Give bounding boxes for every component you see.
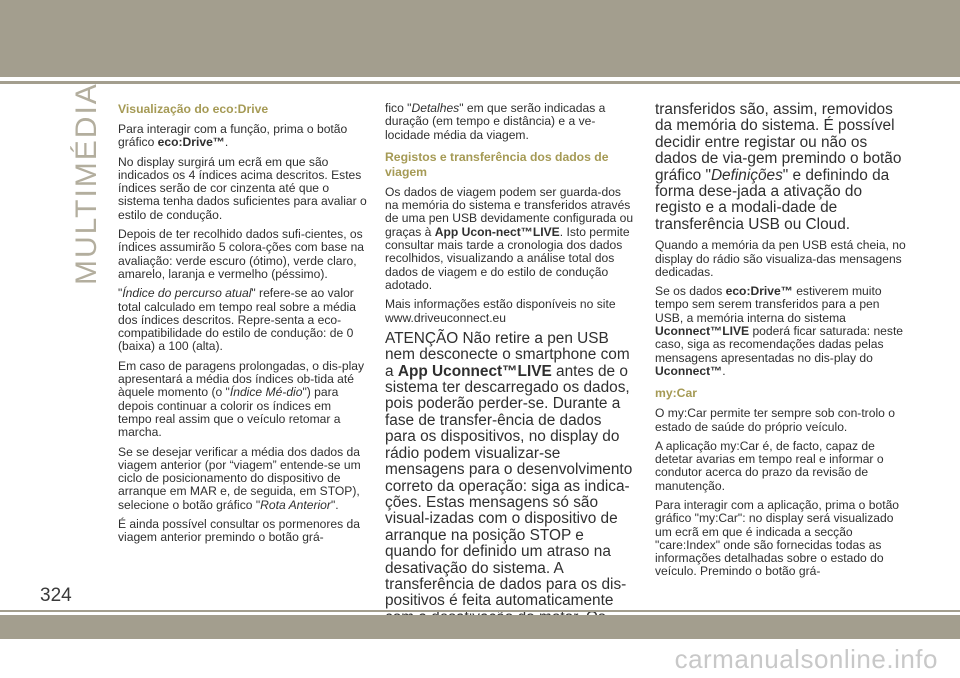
section-label-text: MULTIMÉDIA xyxy=(70,82,103,285)
heading-mycar: my:Car xyxy=(655,386,697,401)
paragraph: Quando a memória da pen USB está cheia, no display do rádio são visualiza-das mensagens dedicadas. xyxy=(655,238,906,279)
text-column-3 xyxy=(655,102,910,585)
text-column-2 xyxy=(385,102,635,649)
paragraph: Os dados de viagem podem ser guarda-dos na memória do sistema e transferidos através de uma pen USB devidamente configurada ou graças à App Ucon-nect™LIVE. Isto permite consultar mais tarde a cronologia dos dados recolhidos, visualizando a análise total dos dados de viagem e do estilo de condução adotado. xyxy=(385,184,634,292)
footer-band xyxy=(0,615,960,639)
paragraph: "Índice do percurso atual" refere-se ao valor total calculado em tempo real sobre a média dos índices descritos. Repre-senta a eco-compatibilidade do estilo de condução: de 0 (baixa) a 100 (alta). xyxy=(118,286,356,354)
paragraph: A aplicação my:Car é, de facto, capaz de detetar avarias em tempo real e informar o condutor acerca do prazo da revisão de manutenção. xyxy=(655,438,884,493)
paragraph: O my:Car permite ter sempre sob con-trolo o estado de saúde do próprio veículo. xyxy=(655,406,895,434)
header-rule xyxy=(0,81,960,84)
paragraph: É ainda possível consultar os pormenores da viagem anterior premindo o botão grá- xyxy=(118,517,361,545)
paragraph: No display surgirá um ecrã em que são indicados os 4 índices acima descritos. Estes índices serão de cor cinzenta até que o sistema tenha dados suficientes para avaliar o estilo de condução. xyxy=(118,154,367,222)
page-number: 324 xyxy=(40,585,72,606)
paragraph: Em caso de paragens prolongadas, o dis-play apresentará a média dos índices ob-tida até àquele momento (o "Índice Mé-dio") para depois continuar a colorir os índices em tempo real assim que o veículo retomar a marcha. xyxy=(118,358,365,440)
text-column-1 xyxy=(118,102,368,551)
footer-rule xyxy=(0,610,960,612)
watermark: carmanualsonline.info xyxy=(674,644,938,674)
warning-paragraph: ATENÇÃO Não retire a pen USB nem desconecte o smartphone com a App Uconnect™LIVE antes de o sistema ter descarregado os dados, pois poderão perder-se. Durante a fase de transfer-ência de dados para os dispositivos, no display do rádio podem visualizar-se mensagens para o desenvolvimento correto da operação: siga as indica-ções. Estas mensagens só são visual-izadas com o dispositivo de arranque na posição STOP e quando for definido um atraso na desativação do sistema. A transferência de dados para os dis-positivos é feita automaticamente xyxy=(385,329,633,610)
paragraph: Se se desejar verificar a média dos dados da viagem anterior (por “viagem” entende-se um ciclo de posicionamento do dispositivo de arranque em MAR e, de seguida, em STOP), selecione o botão gráfico "Rota Anterior". xyxy=(118,444,361,512)
paragraph: Se os dados eco:Drive™ estiverem muito tempo sem serem transferidos para a pen USB, a memória interna do sistema Uconnect™LIVE poderá ficar saturada: neste caso, siga as recomendações dadas pelas mensagens apresentadas no dis-play do Uconnect™. xyxy=(655,284,904,378)
warning-paragraph-continued: transferidos são, assim, removidos da memória do sistema. É possível decidir entre registar ou não os dados de via-gem premindo o botão gráfico "Definições" e definindo da forma dese-jada a ativação do registo e a modali-dade de transferência USB ou Cloud. xyxy=(655,101,902,233)
section-side-label xyxy=(30,82,103,295)
paragraph: Para interagir com a função, prima o botão gráfico eco:Drive™. xyxy=(118,122,348,150)
header-band xyxy=(0,0,960,77)
paragraph: Para interagir com a aplicação, prima o botão gráfico "my:Car": no display será visualizado um ecrã em que é indicada a secção "care:Index" onde são fornecidas todas as informações detalhadas sobre o estado do veículo. Premindo o botão grá- xyxy=(655,498,900,579)
paragraph: fico "Detalhes" em que serão indicadas a duração (em tempo e distância) e a ve-locidade média da viagem. xyxy=(385,101,606,142)
paragraph: Depois de ter recolhido dados sufi-cientes, os índices assumirão 5 colora-ções com base na avaliação: verde escuro (ótimo), verde claro, amarelo, laranja e vermelho (péssimo). xyxy=(118,227,365,281)
heading-ecodrive: Visualização do eco:Drive xyxy=(118,102,269,116)
paragraph: Mais informações estão disponíveis no site www.driveuconnect.eu xyxy=(385,297,616,325)
heading-registos: Registos e transferência dos dados de viagem xyxy=(385,149,609,179)
